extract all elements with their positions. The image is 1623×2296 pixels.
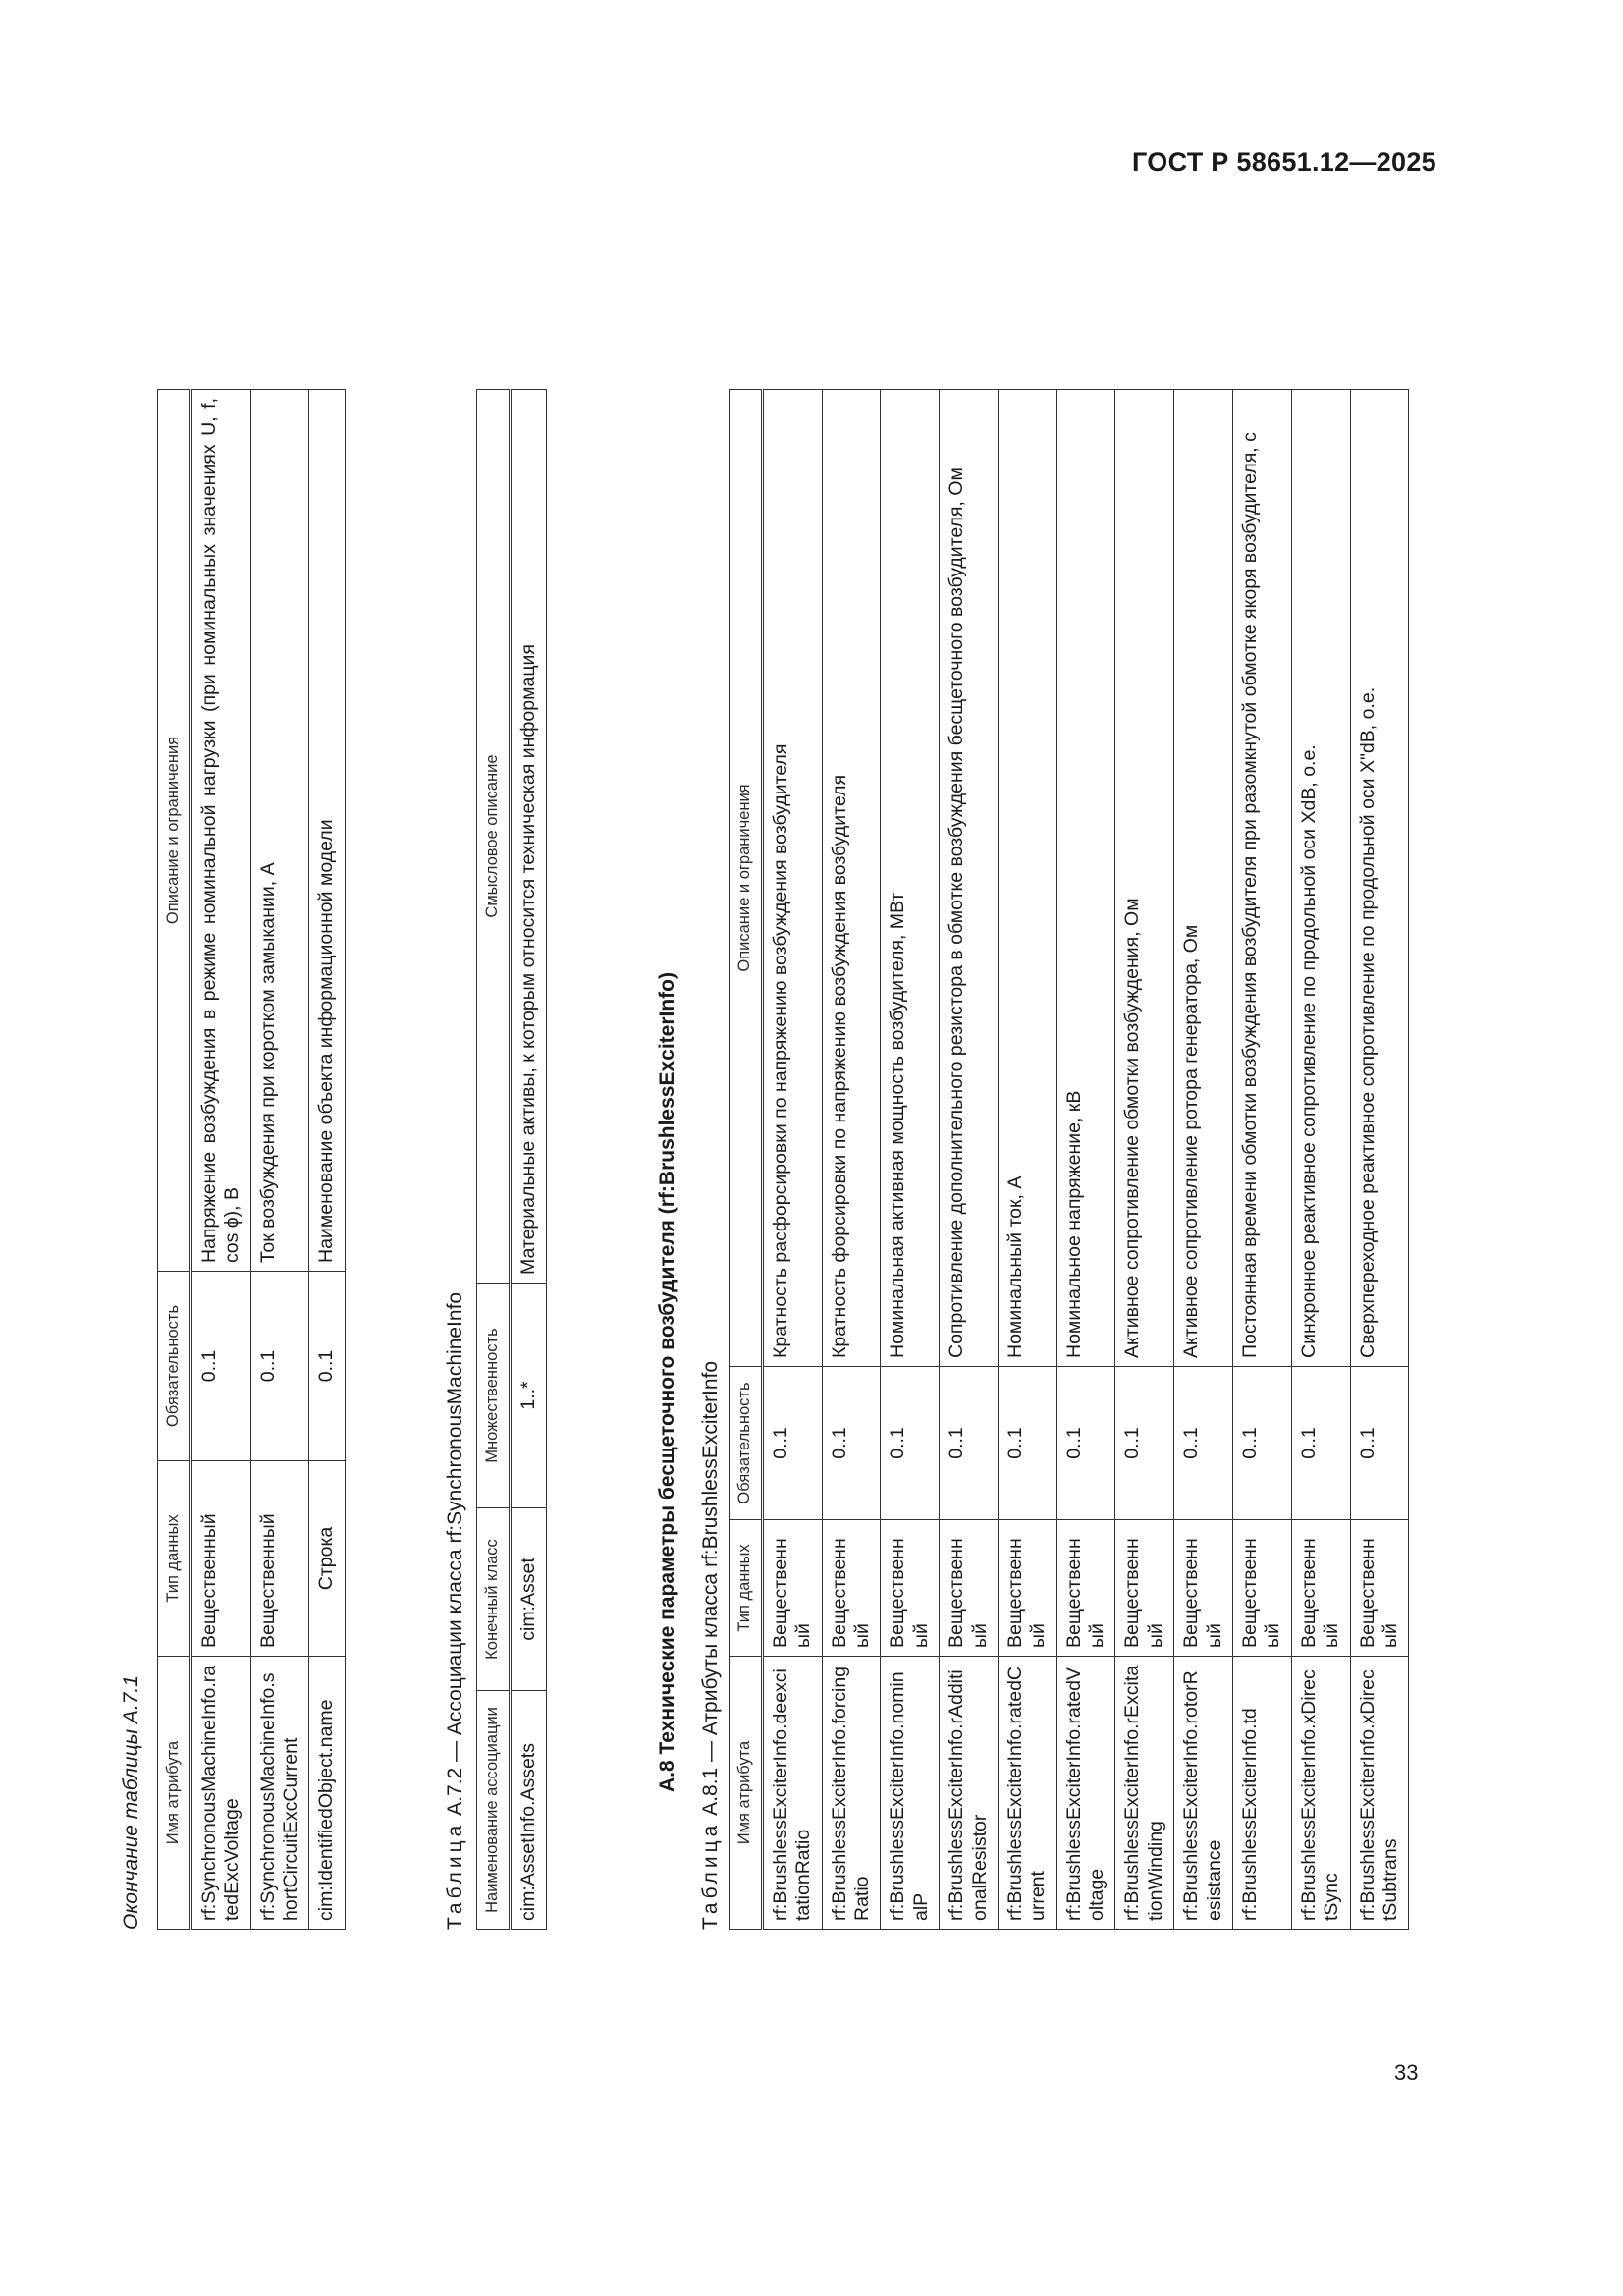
table-a81-caption [699,1361,723,1930]
table-row [1056,390,1115,1930]
data-type: Вещественный [250,1461,309,1657]
data-type: Строка [309,1461,345,1657]
description: Постоянная времени обмотки возбуждения возбудителя при разомкнутой обмотке якоря возбудителя, с [1233,390,1292,1367]
attr-name: rf:BrushlessExciterInfo.deexcitationRatio [762,1657,822,1930]
description: Синхронное реактивное сопротивление по продольной оси XdB, о.е. [1291,390,1350,1367]
table-row [1291,390,1350,1930]
table-row [190,390,250,1930]
obligation: 0..1 [1350,1367,1409,1520]
table-header-row [158,390,191,1930]
description: Кратность расфорсировки по напряжению возбуждения возбудителя [762,390,822,1367]
obligation: 0..1 [881,1367,940,1520]
description: Ток возбуждения при коротком замыкании, А [250,390,309,1272]
attr-name: rf:BrushlessExciterInfo.td [1233,1657,1292,1930]
col-header: Обязательность [730,1367,763,1520]
description: Сопротивление дополнительного резистора в обмотке возбуждения бесщеточного возбудителя, Ом [940,390,999,1367]
attr-name: rf:BrushlessExciterInfo.rAdditionalResistor [940,1657,999,1930]
attr-name: rf:BrushlessExciterInfo.rotorResistance [1174,1657,1233,1930]
table-row [881,390,940,1930]
col-header: Описание и ограничения [730,390,763,1367]
table-row [309,390,345,1930]
caption-text: А.8.1 — Атрибуты класса rf:BrushlessExciterInfo [699,1360,722,1816]
description: Номинальное напряжение, кВ [1056,390,1115,1367]
table-continuation-label: Окончание таблицы А.7.1 [120,1675,142,1930]
col-header: Смысловое описание [477,390,511,1284]
data-type: Вещественный [1233,1520,1292,1657]
obligation: 0..1 [940,1367,999,1520]
attr-name: rf:BrushlessExciterInfo.xDirectSubtrans [1350,1657,1409,1930]
col-header: Наименование ассоциации [477,1691,511,1930]
section-a8-heading: А.8 Технические параметры бесщеточного возбудителя (rf:BrushlessExciterInfo) [656,972,678,1792]
description: Материальные активы, к которым относится техническая информация [510,390,546,1284]
attr-name: rf:BrushlessExciterInfo.xDirectSync [1291,1657,1350,1930]
table-row [762,390,822,1930]
col-header: Конечный класс [477,1508,511,1691]
data-type: Вещественный [1174,1520,1233,1657]
obligation: 0..1 [998,1367,1056,1520]
table-a72 [476,389,547,1930]
standard-code: ГОСТ Р 58651.12—2025 [1132,147,1436,177]
caption-label: Таблица [699,1821,722,1930]
table-row [1115,390,1174,1930]
table-row [1174,390,1233,1930]
attr-name: rf:BrushlessExciterInfo.ratedVoltage [1056,1657,1115,1930]
caption-label: Таблица [444,1821,466,1930]
data-type: Вещественный [1056,1520,1115,1657]
col-header: Описание и ограничения [158,390,191,1272]
attr-name: cim:IdentifiedObject.name [309,1657,345,1930]
description: Номинальный ток, А [998,390,1056,1367]
attr-name: rf:SynchronousMachineInfo.shortCircuitExcCurrent [250,1657,309,1930]
page-number: 33 [1394,2060,1419,2085]
attr-name: rf:SynchronousMachineInfo.ratedExcVoltage [190,1657,250,1930]
data-type: Вещественный [762,1520,822,1657]
data-type: Вещественный [1115,1520,1174,1657]
obligation: 0..1 [762,1367,822,1520]
description: Номинальная активная мощность возбудителя, МВт [881,390,940,1367]
table-a71-end [157,389,346,1930]
data-type: Вещественный [998,1520,1056,1657]
description: Активное сопротивление ротора генератора, Ом [1174,390,1233,1367]
association-name: cim:AssetInfo.Assets [510,1691,546,1930]
data-type: Вещественный [940,1520,999,1657]
obligation: 0..1 [1174,1367,1233,1520]
table-row [1233,390,1292,1930]
col-header: Множественность [477,1284,511,1508]
table-row [250,390,309,1930]
table-row [940,390,999,1930]
obligation: 0..1 [1115,1367,1174,1520]
col-header: Тип данных [730,1520,763,1657]
table-a81 [729,389,1409,1930]
description: Кратность форсировки по напряжению возбуждения возбудителя [822,390,881,1367]
data-type: Вещественный [190,1461,250,1657]
table-header-row [730,390,763,1930]
obligation: 0..1 [190,1272,250,1461]
table-row [822,390,881,1930]
obligation: 0..1 [250,1272,309,1461]
description: Активное сопротивление обмотки возбуждения, Ом [1115,390,1174,1367]
table-row [510,390,546,1930]
table-row [1350,390,1409,1930]
col-header: Имя атрибута [730,1657,763,1930]
table-a72-caption [444,1292,467,1930]
attr-name: rf:BrushlessExciterInfo.ratedCurrent [998,1657,1056,1930]
data-type: Вещественный [1350,1520,1409,1657]
obligation: 0..1 [822,1367,881,1520]
rotated-content [108,231,1453,1930]
obligation: 0..1 [1291,1367,1350,1520]
col-header: Тип данных [158,1461,191,1657]
description: Напряжение возбуждения в режиме номинальной нагрузки (при номинальных значениях U, f, cos ϕ), В [190,390,250,1272]
attr-name: rf:BrushlessExciterInfo.forcingRatio [822,1657,881,1930]
multiplicity: 1..* [510,1284,546,1508]
attr-name: rf:BrushlessExciterInfo.nominalP [881,1657,940,1930]
table-row [998,390,1056,1930]
description: Наименование объекта информационной модели [309,390,345,1272]
obligation: 0..1 [309,1272,345,1461]
attr-name: rf:BrushlessExciterInfo.rExcitationWinding [1115,1657,1174,1930]
col-header: Обязательность [158,1272,191,1461]
obligation: 0..1 [1056,1367,1115,1520]
data-type: Вещественный [881,1520,940,1657]
description: Сверхпереходное реактивное сопротивление по продольной оси X"dB, о.е. [1350,390,1409,1367]
data-type: Вещественный [822,1520,881,1657]
data-type: Вещественный [1291,1520,1350,1657]
end-class: cim:Asset [510,1508,546,1691]
caption-text: А.7.2 — Ассоциации класса rf:SynchronousMachineInfo [444,1291,466,1816]
obligation: 0..1 [1233,1367,1292,1520]
table-header-row [477,390,511,1930]
col-header: Имя атрибута [158,1657,191,1930]
